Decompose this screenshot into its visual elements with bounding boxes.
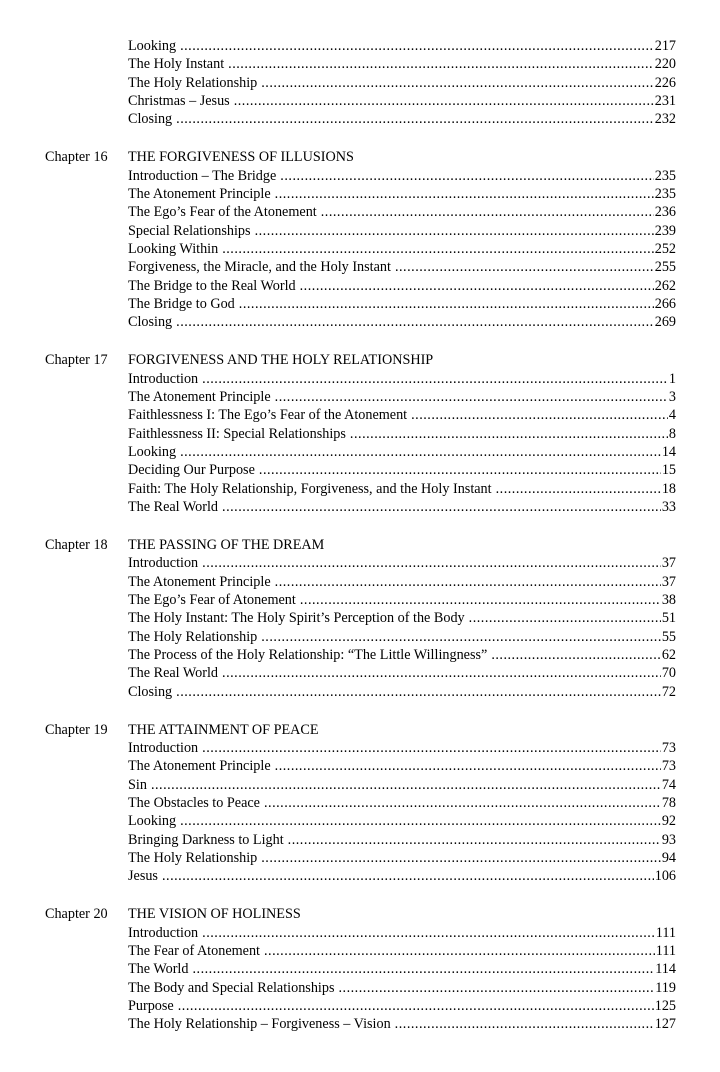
dot-leader [264,943,655,960]
dot-leader [222,241,654,258]
dot-leader [395,1016,654,1033]
dot-leader [176,314,654,331]
dot-leader [300,592,661,609]
chapter-number: Chapter 18 [45,537,108,554]
toc-entry-label: Looking [128,38,177,54]
dot-leader [411,407,668,424]
chapter-number: Chapter 17 [45,352,108,369]
dot-leader [222,665,661,682]
toc-entry[interactable] [128,665,676,683]
toc-entry[interactable] [128,813,676,831]
toc-chapter-section [0,906,720,1034]
toc-entry[interactable] [128,204,676,222]
chapter-title: THE ATTAINMENT OF PEACE [128,721,319,738]
toc-entry-label: The Atonement Principle [128,186,271,203]
toc-entry-label: Introduction [128,555,199,572]
toc-entry-list [128,555,676,701]
toc-entry[interactable] [128,795,676,813]
dot-leader [275,186,654,203]
dot-leader [180,444,661,461]
toc-entry-page-number: 106 [654,868,676,885]
toc-entry-label: The World [128,961,189,978]
toc-entry[interactable] [128,629,676,647]
toc-entry[interactable] [128,296,676,314]
toc-entry[interactable] [128,481,676,499]
toc-entry-list [128,740,676,886]
toc-entry-page-number: 62 [661,646,676,663]
toc-entry-page-number: 235 [654,186,676,203]
toc-entry-page-number: 8 [668,425,676,442]
toc-entry[interactable] [128,499,676,517]
toc-entry-label: Introduction [128,740,199,757]
toc-entry[interactable] [128,462,676,480]
toc-entry-page-number: 70 [661,665,676,682]
toc-entry-label: Christmas – Jesus [128,92,230,109]
toc-entry-page-number: 37 [661,555,676,572]
toc-entry[interactable] [128,38,676,56]
dot-leader [180,38,654,55]
dot-leader [469,610,661,627]
toc-entry-label: Purpose [128,997,174,1014]
toc-entry-page-number: 74 [661,776,676,793]
chapter-heading [0,149,720,167]
toc-entry[interactable] [128,684,676,702]
chapter-title: THE PASSING OF THE DREAM [128,537,325,554]
toc-entry[interactable] [128,832,676,850]
toc-entry-page-number: 38 [661,592,676,609]
toc-entry-page-number: 78 [661,794,676,811]
toc-entry[interactable] [128,444,676,462]
toc-chapter-section [0,722,720,887]
toc-entry-page-number: 262 [654,277,676,294]
toc-entry[interactable] [128,555,676,573]
toc-entry-label: Jesus [128,868,158,885]
toc-chapter-section [0,38,720,129]
toc-entry-page-number: 269 [654,314,676,331]
toc-entry[interactable] [128,259,676,277]
toc-entry-page-number: 33 [661,498,676,515]
dot-leader [261,629,661,646]
dot-leader [222,499,661,516]
dot-leader [350,426,668,443]
toc-entry[interactable] [128,407,676,425]
toc-entry-page-number: 226 [654,74,676,91]
toc-entry[interactable] [128,389,676,407]
dot-leader [176,684,661,701]
dot-leader [259,462,661,479]
dot-leader [228,56,654,73]
toc-entry-label: The Holy Relationship [128,74,258,91]
toc-entry-label: The Body and Special Relationships [128,979,335,996]
chapter-title: THE VISION OF HOLINESS [128,906,301,923]
toc-entry-page-number: 111 [655,924,676,941]
toc-entry[interactable] [128,278,676,296]
toc-entry-page-number: 1 [668,370,676,387]
toc-entry-label: Deciding Our Purpose [128,462,255,479]
toc-entry-page-number: 94 [661,849,676,866]
toc-entry[interactable] [128,610,676,628]
chapter-heading [0,722,720,740]
toc-entry-label: Closing [128,314,173,331]
dot-leader [321,204,654,221]
dot-leader [239,296,654,313]
toc-entry-label: Introduction – The Bridge [128,167,277,184]
toc-entry-page-number: 239 [654,222,676,239]
chapter-title: THE FORGIVENESS OF ILLUSIONS [128,149,354,166]
toc-entry-page-number: 73 [661,740,676,757]
dot-leader [151,777,661,794]
toc-entry-label: The Fear of Atonement [128,943,260,960]
toc-entry[interactable] [128,56,676,74]
toc-entry-page-number: 217 [654,38,676,54]
toc-entry[interactable] [128,740,676,758]
toc-entry-page-number: 114 [655,961,676,978]
toc-entry[interactable] [128,574,676,592]
toc-entry[interactable] [128,777,676,795]
toc-entry[interactable] [128,925,676,943]
dot-leader [162,868,654,885]
toc-entry[interactable] [128,371,676,389]
toc-entry-label: The Atonement Principle [128,389,271,406]
toc-entry-label: The Real World [128,665,219,682]
toc-entry-label: Looking [128,443,177,460]
toc-entry-page-number: 37 [661,573,676,590]
toc-entry[interactable] [128,943,676,961]
toc-entry-page-number: 266 [654,295,676,312]
dot-leader [202,740,661,757]
dot-leader [202,925,655,942]
dot-leader [338,980,654,997]
dot-leader [496,481,661,498]
toc-entry[interactable] [128,1016,676,1034]
toc-entry-page-number: 15 [661,462,676,479]
toc-entry-list [128,38,676,129]
toc-entry[interactable] [128,314,676,332]
toc-entry-label: Special Relationships [128,222,251,239]
toc-entry-label: Bringing Darkness to Light [128,831,284,848]
dot-leader [178,998,654,1015]
dot-leader [234,93,654,110]
dot-leader [192,961,654,978]
toc-entry-label: The Process of the Holy Relationship: “The Little Willingness” [128,646,488,663]
toc-chapter-section [0,149,720,332]
toc-entry-page-number: 14 [661,443,676,460]
toc-entry-label: Introduction [128,924,199,941]
toc-entry-label: The Holy Relationship [128,849,258,866]
toc-entry-page-number: 111 [655,943,676,960]
toc-entry-label: The Bridge to the Real World [128,277,296,294]
toc-entry-page-number: 236 [654,204,676,221]
dot-leader [202,555,661,572]
toc-chapter-section [0,352,720,517]
dot-leader [300,278,654,295]
toc-entry-label: The Atonement Principle [128,758,271,775]
toc-entry-label: The Ego’s Fear of Atonement [128,592,296,609]
toc-entry-label: Faithlessness I: The Ego’s Fear of the Atonement [128,407,408,424]
toc-entry-label: The Real World [128,498,219,515]
toc-entry[interactable] [128,223,676,241]
chapter-number: Chapter 16 [45,149,108,166]
toc-entry[interactable] [128,850,676,868]
toc-entry[interactable] [128,426,676,444]
toc-entry-label: Looking [128,813,177,830]
toc-entry-label: The Obstacles to Peace [128,794,260,811]
dot-leader [261,75,653,92]
toc-entry[interactable] [128,998,676,1016]
toc-entry-page-number: 235 [654,167,676,184]
toc-entry-page-number: 255 [654,259,676,276]
toc-entry-list [128,925,676,1035]
toc-entry[interactable] [128,868,676,886]
toc-entry[interactable] [128,961,676,979]
toc-entry-page-number: 231 [654,92,676,109]
toc-entry-label: The Holy Instant [128,56,225,73]
toc-entry[interactable] [128,980,676,998]
dot-leader [255,223,654,240]
toc-chapter-section [0,537,720,702]
toc-entry-label: The Holy Instant: The Holy Spirit’s Perception of the Body [128,610,465,627]
toc-entry-page-number: 73 [661,758,676,775]
toc-entry-label: Faithlessness II: Special Relationships [128,425,346,442]
toc-entry-label: Faith: The Holy Relationship, Forgiveness, and the Holy Instant [128,480,492,497]
toc-entry-label: Looking Within [128,240,219,257]
chapter-heading [0,352,720,370]
toc-entry-label: The Holy Relationship – Forgiveness – Vision [128,1016,391,1033]
chapter-number: Chapter 20 [45,906,108,923]
toc-entry-page-number: 127 [654,1016,676,1033]
toc-entry[interactable] [128,647,676,665]
toc-entry-label: The Atonement Principle [128,573,271,590]
toc-entry[interactable] [128,75,676,93]
dot-leader [275,758,661,775]
dot-leader [288,832,661,849]
toc-entry-page-number: 125 [654,997,676,1014]
dot-leader [491,647,661,664]
toc-entry-list [128,168,676,333]
toc-entry-page-number: 93 [661,831,676,848]
toc-entry-page-number: 4 [668,407,676,424]
toc-entry-label: Forgiveness, the Miracle, and the Holy Instant [128,259,391,276]
toc-entry[interactable] [128,241,676,259]
toc-entry-label: Closing [128,683,173,700]
toc-entry-label: The Holy Relationship [128,628,258,645]
toc-entry-page-number: 92 [661,813,676,830]
dot-leader [202,371,668,388]
dot-leader [395,259,654,276]
toc-entry[interactable] [128,168,676,186]
toc-entry[interactable] [128,111,676,129]
toc-entry-page-number: 232 [654,111,676,128]
toc-entry[interactable] [128,186,676,204]
toc-entry[interactable] [128,592,676,610]
chapter-title: FORGIVENESS AND THE HOLY RELATIONSHIP [128,352,434,369]
toc-entry-label: The Ego’s Fear of the Atonement [128,204,317,221]
dot-leader [261,850,661,867]
chapter-number: Chapter 19 [45,721,108,738]
toc-entry-page-number: 18 [661,480,676,497]
toc-entry[interactable] [128,758,676,776]
dot-leader [275,574,661,591]
toc-entry-label: Sin [128,776,147,793]
dot-leader [280,168,653,185]
toc-entry-label: Closing [128,111,173,128]
toc-entry-label: Introduction [128,370,199,387]
toc-entry-list [128,371,676,517]
chapter-heading [0,906,720,924]
toc-entry-page-number: 220 [654,56,676,73]
dot-leader [264,795,661,812]
toc-entry-label: The Bridge to God [128,295,235,312]
toc-entry-page-number: 252 [654,240,676,257]
toc-entry-page-number: 3 [668,389,676,406]
toc-entry-page-number: 55 [661,628,676,645]
chapter-heading [0,537,720,555]
toc-entry-page-number: 72 [661,683,676,700]
dot-leader [176,111,654,128]
toc-entry-page-number: 51 [661,610,676,627]
toc-entry-page-number: 119 [655,979,676,996]
dot-leader [275,389,668,406]
dot-leader [180,813,661,830]
toc-entry[interactable] [128,93,676,111]
